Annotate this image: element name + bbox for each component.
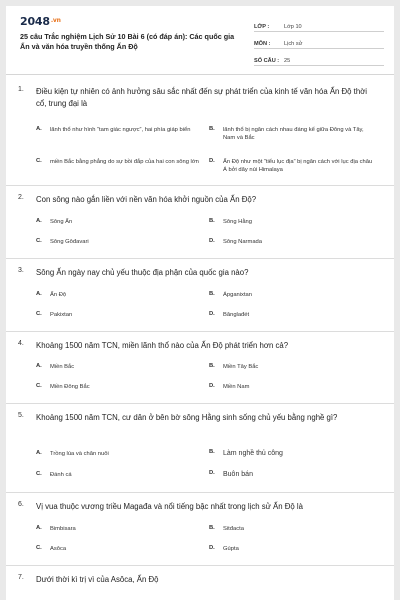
option-text: Trồng lúa và chăn nuôi	[50, 451, 109, 457]
option-a[interactable]	[36, 363, 201, 371]
option-b[interactable]	[209, 291, 374, 299]
option-letter: A.	[36, 363, 42, 369]
option-letter: B.	[209, 218, 215, 224]
option-text: Sông Gôđavari	[50, 239, 89, 245]
question-number: 1.	[18, 86, 24, 93]
option-text: miền Bắc bằng phẳng do sự bồi đắp của hai con sông lớn	[50, 159, 199, 165]
option-letter: C.	[36, 383, 42, 389]
option-b[interactable]	[209, 218, 374, 226]
option-letter: B.	[209, 525, 215, 531]
option-d[interactable]	[209, 158, 374, 174]
question-number: 2.	[18, 194, 24, 201]
option-letter: B.	[209, 449, 215, 455]
question-item	[6, 493, 394, 566]
question-text: Con sông nào gắn liền với nền văn hóa khởi nguồn của Ấn Độ?	[36, 195, 257, 204]
option-letter: B.	[209, 291, 215, 297]
meta-subject	[254, 33, 384, 49]
option-text: Miền Tây Bắc	[223, 364, 259, 370]
site-logo[interactable]	[20, 15, 61, 28]
option-letter: D.	[209, 545, 215, 551]
question-number: 5.	[18, 412, 24, 419]
option-text: lãnh thổ bị ngăn cách nhau đáng kể giữa Đông và Tây, Nam và Bắc	[223, 127, 364, 141]
option-a[interactable]	[36, 450, 201, 458]
option-letter: A.	[36, 291, 42, 297]
meta-info	[254, 16, 384, 67]
question-text: Khoảng 1500 năm TCN, miền lãnh thổ nào của Ấn Độ phát triển hơn cả?	[36, 341, 289, 350]
meta-grade	[254, 16, 384, 32]
option-c[interactable]	[36, 158, 201, 166]
question-number: 6.	[18, 501, 24, 508]
meta-key: SỐ CÂU :	[254, 58, 280, 64]
option-d[interactable]	[209, 545, 374, 553]
meta-count	[254, 50, 384, 66]
option-text: Buôn bán	[223, 471, 253, 478]
question-item	[6, 332, 394, 404]
option-letter: B.	[209, 126, 215, 132]
document-header	[6, 6, 394, 68]
option-text: Sitđacta	[223, 526, 244, 532]
option-letter: C.	[36, 471, 42, 477]
option-letter: D.	[209, 238, 215, 244]
option-text: Asôca	[50, 546, 67, 552]
option-c[interactable]	[36, 471, 201, 479]
question-text: Khoảng 1500 năm TCN, cư dân ở bên bờ sông Hằng sinh sống chủ yếu bằng nghề gì?	[36, 413, 338, 422]
option-a[interactable]	[36, 218, 201, 226]
option-letter: C.	[36, 238, 42, 244]
option-text: Sông Ấn	[50, 219, 73, 225]
meta-key: MÔN :	[254, 41, 271, 47]
option-c[interactable]	[36, 238, 201, 246]
option-letter: C.	[36, 311, 42, 317]
option-text: Miền Nam	[223, 384, 250, 390]
option-a[interactable]	[36, 291, 201, 299]
option-text: Miền Đông Bắc	[50, 384, 90, 390]
option-letter: D.	[209, 311, 215, 317]
question-item	[6, 78, 394, 186]
logo-suffix: .vn	[50, 17, 61, 24]
option-text: Bănglađét	[223, 312, 250, 318]
option-letter: D.	[209, 383, 215, 389]
question-number: 7.	[18, 574, 24, 581]
question-text: Dưới thời kì trị vì của Asôca, Ấn Độ	[36, 575, 159, 584]
option-c[interactable]	[36, 545, 201, 553]
option-letter: A.	[36, 525, 42, 531]
question-text: Điều kiện tự nhiên có ảnh hưởng sâu sắc nhất đến sự phát triển của kinh tế văn hóa Ấn Độ thời cổ, trung đại là	[36, 87, 368, 108]
option-b[interactable]	[209, 525, 374, 533]
option-d[interactable]	[209, 311, 374, 319]
option-letter: A.	[36, 218, 42, 224]
option-c[interactable]	[36, 383, 201, 391]
option-d[interactable]	[209, 383, 374, 391]
option-b[interactable]	[209, 449, 374, 458]
option-text: Gúpta	[223, 546, 239, 552]
option-letter: D.	[209, 470, 215, 476]
option-b[interactable]	[209, 126, 374, 142]
option-text: Sông Hằng	[223, 219, 253, 225]
document-page	[6, 6, 394, 600]
question-item	[6, 566, 394, 600]
option-text: Bimbisara	[50, 526, 76, 532]
option-letter: A.	[36, 450, 42, 456]
option-text: Miền Bắc	[50, 364, 75, 370]
document-title: 25 câu Trắc nghiệm Lịch Sử 10 Bài 6 (có đáp án): Các quốc gia Ấn và văn hóa truyền thống Ấn Độ	[20, 32, 235, 51]
meta-value: Lịch sử	[284, 41, 303, 47]
option-text: Đánh cá	[50, 472, 72, 478]
option-text: Sông Narmada	[223, 239, 262, 245]
option-c[interactable]	[36, 311, 201, 319]
option-letter: A.	[36, 126, 42, 132]
option-letter: B.	[209, 363, 215, 369]
option-text: Pakixtan	[50, 312, 73, 318]
option-b[interactable]	[209, 363, 374, 371]
option-letter: C.	[36, 158, 42, 164]
option-text: Ấn Độ như một “tiểu lục địa” bị ngăn cách với lục địa châu Á bởi dãy núi Himalaya	[223, 159, 373, 173]
option-text: Ápganixtan	[223, 292, 253, 298]
option-d[interactable]	[209, 470, 374, 479]
question-number: 4.	[18, 340, 24, 347]
logo-text: 2048	[20, 15, 50, 28]
option-text: Làm nghề thủ công	[223, 450, 283, 457]
question-number: 3.	[18, 267, 24, 274]
option-d[interactable]	[209, 238, 374, 246]
meta-key: LỚP :	[254, 24, 270, 30]
question-text: Sông Ấn ngày nay chủ yếu thuộc địa phận của quốc gia nào?	[36, 268, 249, 277]
question-item	[6, 259, 394, 332]
option-letter: D.	[209, 158, 215, 164]
option-a[interactable]	[36, 525, 201, 533]
option-a[interactable]	[36, 126, 201, 134]
option-text: lãnh thổ như hình “tam giác ngược”, hai phía giáp biển	[50, 127, 191, 133]
meta-value: Lớp 10	[284, 24, 302, 30]
meta-value: 25	[284, 58, 291, 64]
question-item	[6, 186, 394, 259]
question-text: Vị vua thuộc vương triều Magađa và nổi tiếng bậc nhất trong lịch sử Ấn Độ là	[36, 502, 303, 511]
option-text: Ấn Độ	[50, 292, 67, 298]
option-letter: C.	[36, 545, 42, 551]
header-divider	[6, 74, 394, 75]
question-item	[6, 404, 394, 493]
